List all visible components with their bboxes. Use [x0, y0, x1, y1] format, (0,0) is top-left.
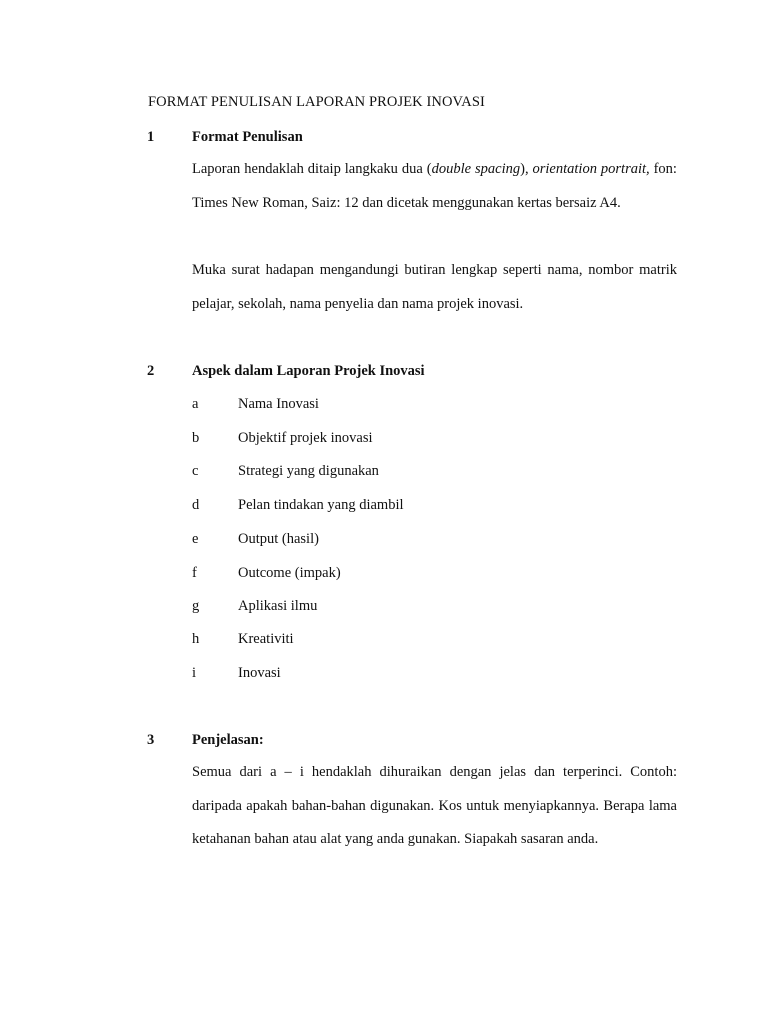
list-item-letter: i	[192, 665, 197, 681]
list-item-letter: b	[192, 430, 200, 446]
section-1-number: 1	[147, 129, 155, 145]
list-item-letter: h	[192, 631, 200, 647]
list-item-text: Kreativiti	[238, 631, 294, 647]
document-title: FORMAT PENULISAN LAPORAN PROJEK INOVASI	[148, 94, 485, 110]
list-item-text: Pelan tindakan yang diambil	[238, 497, 404, 513]
list-item-letter: g	[192, 598, 200, 614]
list-item-letter: d	[192, 497, 200, 513]
list-item-letter: f	[192, 565, 197, 581]
orientation-term: orientation portrait,	[532, 161, 650, 177]
list-item-text: Output (hasil)	[238, 531, 319, 547]
list-item-text: Inovasi	[238, 665, 281, 681]
section-2-number: 2	[147, 363, 155, 379]
list-item-text: Aplikasi ilmu	[238, 598, 318, 614]
section-2-heading: Aspek dalam Laporan Projek Inovasi	[192, 363, 425, 379]
list-item-letter: e	[192, 531, 199, 547]
section-3-heading: Penjelasan:	[192, 732, 264, 748]
list-item-letter: a	[192, 396, 199, 412]
section-1-paragraph-1: Laporan hendaklah ditaip langkaku dua (double spacing), orientation portrait, fon: Times New Roman, Saiz: 12 dan dicetak menggunakan kertas bersaiz A4.	[192, 161, 677, 211]
section-1-heading: Format Penulisan	[192, 129, 303, 145]
list-item-text: Strategi yang digunakan	[238, 463, 379, 479]
section-3-paragraph: Semua dari a – i hendaklah dihuraikan dengan jelas dan terperinci. Contoh: daripada apakah bahan-bahan digunakan. Kos untuk menyiapkannya. Berapa lama ketahanan bahan atau alat yang anda gunakan. Siapakah sasaran anda.	[192, 764, 677, 847]
double-spacing-term: double spacing	[431, 161, 521, 177]
list-item-text: Objektif projek inovasi	[238, 430, 373, 446]
list-item-letter: c	[192, 463, 199, 479]
list-item-text: Nama Inovasi	[238, 396, 319, 412]
section-3-number: 3	[147, 732, 155, 748]
list-item-text: Outcome (impak)	[238, 565, 341, 581]
section-1-paragraph-2: Muka surat hadapan mengandungi butiran lengkap seperti nama, nombor matrik pelajar, sekolah, nama penyelia dan nama projek inovasi.	[192, 262, 677, 312]
